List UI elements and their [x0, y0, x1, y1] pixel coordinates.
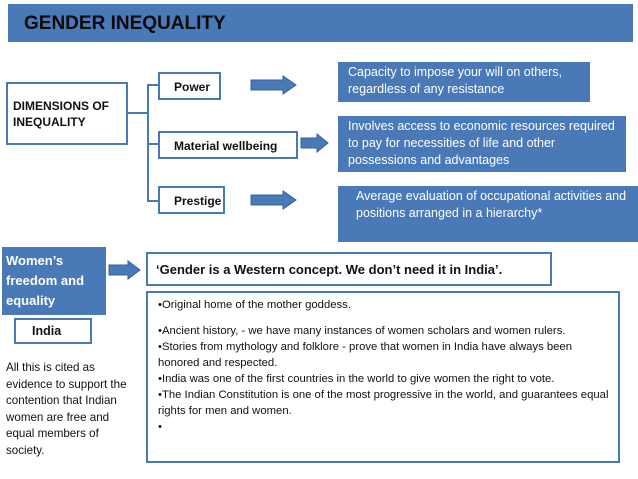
node-power-label: Power: [174, 80, 211, 94]
dimensions-box: [6, 82, 128, 145]
india-label: India: [32, 324, 62, 338]
node-prestige: [158, 186, 225, 214]
fact-item: •India was one of the first countries in the world to give women the right to vote.: [158, 373, 555, 385]
connector-main: [128, 112, 148, 114]
desc-power: [338, 62, 590, 102]
fact-item: •Ancient history, - we have many instances of women scholars and women rulers.: [158, 325, 566, 337]
node-power: [158, 72, 221, 100]
arrow-womens: [108, 260, 142, 280]
desc-material-wellbeing: [338, 116, 626, 172]
india-box: [14, 318, 92, 344]
fact-item: •: [158, 421, 162, 433]
arrow-material: [300, 133, 330, 153]
fact-item: •Stories from mythology and folklore - prove that women in India have always been honored and respected.: [158, 341, 572, 369]
desc-power-text: Capacity to impose your will on others, regardless of any resistance: [348, 65, 562, 96]
desc-prestige: [338, 186, 638, 242]
fact-item: •Original home of the mother goddess.: [158, 299, 351, 311]
node-prestige-label: Prestige: [174, 194, 222, 208]
quote-text: ‘Gender is a Western concept. We don’t need it in India’.: [156, 262, 503, 277]
desc-material-text: Involves access to economic resources required to pay for necessities of life and other possessions and advantages: [348, 119, 615, 167]
womens-freedom-label: Women’s freedom and equality: [6, 253, 85, 308]
dimensions-label: DIMENSIONS OF INEQUALITY: [13, 99, 110, 129]
womens-freedom-box: [2, 247, 106, 315]
arrow-prestige: [250, 190, 298, 210]
arrow-power: [250, 75, 298, 95]
facts-box: [146, 291, 620, 463]
conclusion-note: All this is cited as evidence to support the contention that Indian women are free and equal members of society.: [6, 361, 127, 457]
page-title: GENDER INEQUALITY: [24, 13, 226, 34]
node-material-label: Material wellbeing: [174, 139, 278, 153]
fact-item: •The Indian Constitution is one of the most progressive in the world, and guarantees equal rights for men and women.: [158, 389, 609, 417]
title-bar: [8, 4, 633, 42]
desc-prestige-text: Average evaluation of occupational activities and positions arranged in a hierarchy*: [356, 189, 627, 220]
quote-box: [146, 252, 552, 286]
node-material-wellbeing: [158, 131, 298, 159]
